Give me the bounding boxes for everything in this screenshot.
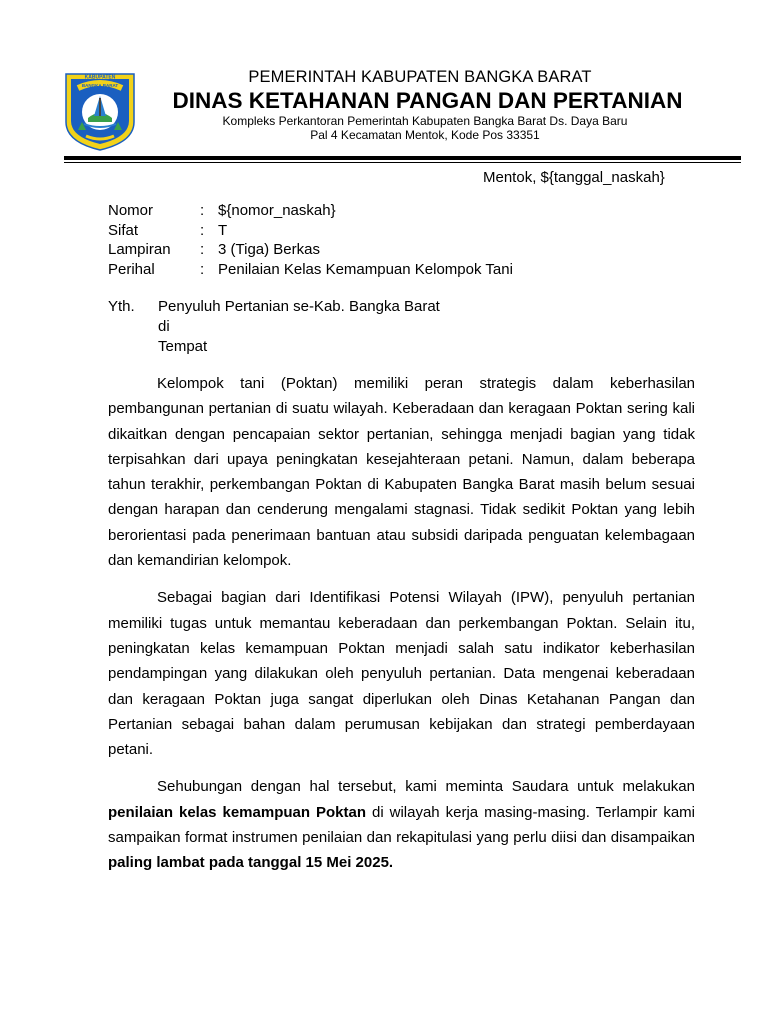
addressee-place: Tempat	[158, 338, 208, 355]
p3-text-c: di wilayah kerja masing-masing. Terlampir kami sampaikan format instrumen penilaian dan rekapitulasi yang perlu diisi dan disampaikan	[108, 803, 695, 847]
letter-date: Mentok, ${tanggal_naskah}	[483, 169, 665, 186]
meta-label: Perihal	[108, 260, 155, 278]
letterhead-address-line1: Kompleks Perkantoran Pemerintah Kabupaten Bangka Barat Ds. Daya Baru	[222, 114, 628, 128]
meta-value: T	[218, 221, 228, 239]
letter-body	[108, 371, 695, 888]
letterhead-agency-name: DINAS KETAHANAN PANGAN DAN PERTANIAN	[172, 88, 683, 113]
p3-bold-assessment: penilaian kelas kemampuan Poktan	[108, 803, 367, 821]
meta-colon: :	[200, 221, 205, 239]
p3-text-a: Sehubungan dengan hal tersebut, kami meminta Saudara untuk melakukan	[157, 778, 695, 796]
addressee-di: di	[158, 318, 170, 335]
meta-colon: :	[200, 241, 205, 258]
meta-label: Lampiran	[108, 241, 171, 258]
logo-text-mid: BANGKA BARAT	[81, 83, 119, 88]
regency-shield-logo	[64, 72, 136, 152]
meta-colon: :	[200, 202, 205, 219]
addressee-salutation: Yth.	[108, 298, 135, 315]
letterhead-divider-thin	[64, 162, 741, 163]
addressee-name: Penyuluh Pertanian se-Kab. Bangka Barat	[158, 298, 440, 315]
meta-value: ${nomor_naskah}	[218, 202, 336, 219]
body-paragraph-3	[108, 774, 695, 875]
letterhead-government-name: PEMERINTAH KABUPATEN BANGKA BARAT	[248, 68, 592, 86]
body-paragraph-1: Kelompok tani (Poktan) memiliki peran strategis dalam keberhasilan pembangunan pertanian di suatu wilayah. Keberadaan dan keragaan Poktan sering kali dikaitkan dengan pencapaian sektor pertanian, sehingga menjadi bagian yang tidak terpisahkan dari upaya peningkatan kesejahteraan petani. Namun, dalam beberapa tahun terakhir, perkembangan Poktan di Kabupaten Bangka Barat masih belum sesuai dengan harapan dan cenderung mengalami stagnasi. Tidak sedikit Poktan yang lebih berorientasi pada penerimaan bantuan atau subsidi daripada penguatan kelembagaan dan kemandirian kelompok.	[108, 375, 695, 570]
letterhead-divider-thick	[64, 156, 741, 160]
logo-text-top: KABUPATEN	[84, 74, 116, 81]
meta-label: Nomor	[108, 202, 154, 219]
meta-label: Sifat	[108, 221, 139, 239]
letterhead-address-line2: Pal 4 Kecamatan Mentok, Kode Pos 33351	[310, 128, 540, 142]
meta-value: Penilaian Kelas Kemampuan Kelompok Tani	[218, 260, 513, 278]
body-paragraph-2: Sebagai bagian dari Identifikasi Potensi Wilayah (IPW), penyuluh pertanian memiliki tugas untuk memantau keberadaan dan perkembangan Poktan. Selain itu, peningkatan kelas kemampuan Poktan menjadi salah satu indikator keberhasilan pendampingan yang dilakukan oleh penyuluh pertanian. Data mengenai keberadaan dan keragaan Poktan juga sangat diperlukan oleh Dinas Ketahanan Pangan dan Pertanian sebagai bahan dalam perumusan kebijakan dan strategi pemberdayaan petani.	[108, 589, 695, 759]
p3-bold-deadline: paling lambat pada tanggal 15 Mei 2025.	[108, 854, 394, 872]
meta-value: 3 (Tiga) Berkas	[218, 241, 320, 258]
meta-colon: :	[200, 260, 205, 278]
